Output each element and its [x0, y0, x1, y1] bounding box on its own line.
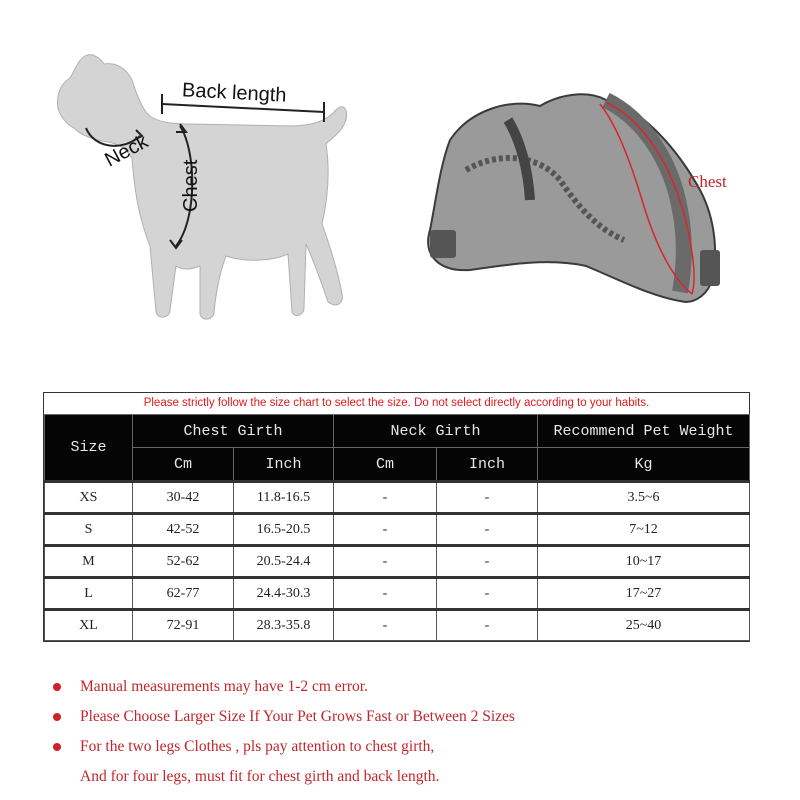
dog-measurement-diagram [30, 40, 380, 350]
note-item [50, 732, 770, 762]
neck-cm-cell: - [334, 546, 437, 578]
neck-cm-cell: - [334, 610, 437, 641]
size-cell: S [45, 514, 133, 546]
note-text: Manual measurements may have 1-2 cm error. [80, 678, 368, 695]
weight-cell: 3.5~6 [538, 482, 750, 514]
header-chest-inch: Inch [234, 448, 334, 482]
weight-cell: 7~12 [538, 514, 750, 546]
note-item [50, 762, 770, 792]
buckle-right-icon [700, 250, 720, 286]
note-text: For the two legs Clothes , pls pay attention to chest girth, [80, 738, 435, 755]
header-size: Size [45, 415, 133, 482]
size-table [44, 414, 750, 641]
table-row [45, 578, 750, 610]
chest-inch-cell: 24.4-30.3 [234, 578, 334, 610]
weight-cell: 10~17 [538, 546, 750, 578]
table-row [45, 482, 750, 514]
size-cell: L [45, 578, 133, 610]
chest-cm-cell: 62-77 [133, 578, 234, 610]
neck-label: Neck [101, 130, 152, 172]
bullet-dot-icon [53, 743, 61, 751]
header-neck-cm: Cm [334, 448, 437, 482]
weight-cell: 25~40 [538, 610, 750, 641]
chest-inch-cell: 11.8-16.5 [234, 482, 334, 514]
header-recommend-weight: Recommend Pet Weight [538, 415, 750, 448]
harness-icon [410, 80, 770, 320]
header-kg: Kg [538, 448, 750, 482]
neck-inch-cell: - [437, 610, 538, 641]
note-text: And for four legs, must fit for chest girth and back length. [80, 768, 440, 785]
size-chart [43, 392, 750, 642]
chest-inch-cell: 16.5-20.5 [234, 514, 334, 546]
header-neck-inch: Inch [437, 448, 538, 482]
size-chart-note: Please strictly follow the size chart to select the size. Do not select directly according to your habits. [44, 393, 749, 414]
neck-cm-cell: - [334, 482, 437, 514]
chest-cm-cell: 30-42 [133, 482, 234, 514]
bullet-dot-icon [53, 713, 61, 721]
note-item [50, 702, 770, 732]
size-cell: XS [45, 482, 133, 514]
weight-cell: 17~27 [538, 578, 750, 610]
size-cell: XL [45, 610, 133, 641]
note-item [50, 672, 770, 702]
neck-inch-cell: - [437, 546, 538, 578]
header-neck-girth: Neck Girth [334, 415, 538, 448]
buckle-left-icon [430, 230, 456, 258]
notes-list [50, 672, 770, 792]
note-text: Please Choose Larger Size If Your Pet Grows Fast or Between 2 Sizes [80, 708, 515, 725]
table-row [45, 610, 750, 641]
harness-diagram [410, 80, 770, 320]
table-row [45, 514, 750, 546]
chest-cm-cell: 72-91 [133, 610, 234, 641]
neck-inch-cell: - [437, 482, 538, 514]
chest-cm-cell: 42-52 [133, 514, 234, 546]
harness-chest-label: Chest [688, 172, 727, 191]
chest-inch-cell: 20.5-24.4 [234, 546, 334, 578]
back-length-label: Back length [181, 79, 288, 107]
table-row [45, 546, 750, 578]
neck-cm-cell: - [334, 578, 437, 610]
size-cell: M [45, 546, 133, 578]
chest-cm-cell: 52-62 [133, 546, 234, 578]
header-chest-cm: Cm [133, 448, 234, 482]
header-chest-girth: Chest Girth [133, 415, 334, 448]
chest-label: Chest [180, 159, 202, 212]
neck-cm-cell: - [334, 514, 437, 546]
chest-inch-cell: 28.3-35.8 [234, 610, 334, 641]
neck-inch-cell: - [437, 578, 538, 610]
bullet-dot-icon [53, 683, 61, 691]
neck-inch-cell: - [437, 514, 538, 546]
